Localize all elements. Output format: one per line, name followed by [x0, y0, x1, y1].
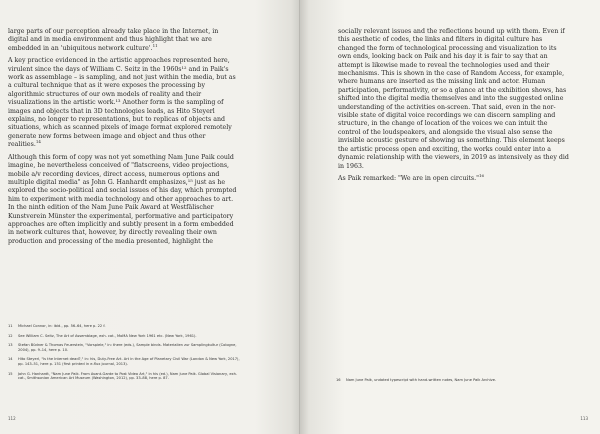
footnote-number: 11 [8, 324, 13, 328]
paragraph-text: Although this form of copy was not yet something Nam June Paik could imagine, he nevertheless conceived of "flatscreens, video projections, mobile a/v recording devices, direct access, numerous options and multiple digital media" as John G. Hanhardt emphasizes,¹⁵ just as he explored the socio-political and social issues of his day, which prompted him to experiment with media technology and other approaches to art. In the ninth edition of the Nam June Paik Award at Westfälischer Kunstverein Münster the experimental, performative and participatory approaches are often implicitly and subtly present in a form embedded in network cultures that, however, by directly revealing their own production and processing of the media presented, highlight the [8, 153, 237, 245]
left-paragraph [8, 154, 240, 246]
footnote-ref: 16 [479, 172, 485, 178]
paragraph-text: large parts of our perception already take place in the Internet, in digital and in media environment and thus highlight that we are embedded in an 'ubiquitous network culture'. [8, 28, 219, 52]
footnote-text: Michael Connor, in: ibid., pp. 56–64, here p. 22 f. [18, 324, 106, 328]
paragraph-text: socially relevant issues and the reflections bound up with them. Even if this aesthetic of codes, the links and filters in digital culture has changed the form of technological processing and visualization to its own ends, looking back on Paik and his day it is fair to say that an attempt is likewise made to reveal the technologies used and their mechanisms. This is shown in the case of Random Access, for example, where humans are inserted as the missing link and actor. Human participation, performativity, or so a glance at the exhibition shows, has shifted into the digital media themselves and into the suggested online understanding of the activities on-screen. That said, even in the nor-visible state of digital voice recordings we can discern sampling and structure, in the change of location of the voices we can intuit the control of the loudspeakers, and alongside the visual also sense the invisible acoustic gesture of showing us something. This element keeps the artistic process open and exciting, the works could enter into a dynamic relationship with the viewers, in 2019 as intensively as they did in 1963. [338, 28, 569, 170]
right-footnotes [336, 378, 576, 388]
footnote-ref: 11 [152, 42, 158, 48]
footnote-number: 12 [8, 333, 13, 338]
footnote [8, 334, 240, 339]
paragraph-text: A key practice evidenced in the artistic approaches represented here, virulent since the days of William C. Seitz in the 1960s¹² and in Paik's work as assemblage – is sampling, and not just within the media, but as a cultural technique that as it were exposes the processing by algorithmic structures of our own models of reality and their visualizations in the artistic work.¹³ Another form is the sampling of images and objects that in 3D technologies leads, as Hito Steyerl explains, no longer to representations, but to replicas of objects and situations, which as scanned pixels of image format explored remotely generate new forms between image and object and thus other realities. [8, 57, 236, 149]
footnote [336, 378, 576, 383]
footnote-number: 14 [8, 357, 13, 362]
footnote [8, 357, 240, 366]
footnote-text: Hito Steyerl, "Is the Internet dead?," in: his, Duty-Free Art. Art in the Age of Planetary Civil War (London & New York, 2017), pp. 143–51, here p. 151 (first printed in e-flux journal, 2013). [18, 357, 240, 366]
footnote-text: Nam June Paik, undated typescript with hand-written notes, Nam June Paik Archive. [346, 378, 497, 382]
footnote-ref: 14 [35, 139, 41, 145]
page-number-left: 112 [8, 416, 16, 421]
footnote-text: See William C. Seitz, The Art of Assemblage, exh. cat., MoMA New York 1961 etc. (New York, 1961). [18, 333, 197, 338]
paragraph-text: As Paik remarked: "We are in open circuits." [338, 174, 479, 182]
footnote-number: 16 [336, 378, 341, 382]
left-footnotes [8, 324, 240, 386]
right-page [300, 0, 600, 434]
footnote [8, 343, 240, 352]
right-paragraph [338, 172, 570, 183]
left-paragraph [8, 57, 240, 149]
left-body-text [8, 28, 240, 250]
footnote-number: 13 [8, 343, 13, 348]
left-paragraph [8, 28, 240, 53]
right-paragraph [338, 28, 570, 171]
footnote-text: Stefan Büdner & Thomas Feuerstein, "Vorspiele," in: there (eds.), Sample binds. Materialien zur Samplingkultur (Cologne, 2004), pp. 9–14, here p. 10. [18, 343, 237, 352]
footnote [8, 372, 240, 381]
right-body-text [338, 28, 570, 187]
footnote-number: 15 [8, 371, 13, 376]
footnote-text: John G. Hanhardt, "Nam June Paik. From Avant-Garde to Post Video Art," in his (ed.), Nam June Paik. Global Visionary, exh. cat., Smithsonian American Art Museum (Washington, 2012), pp. 33–88, here p. 87. [18, 371, 238, 381]
page-number-right: 113 [580, 416, 588, 421]
footnote [8, 324, 240, 329]
